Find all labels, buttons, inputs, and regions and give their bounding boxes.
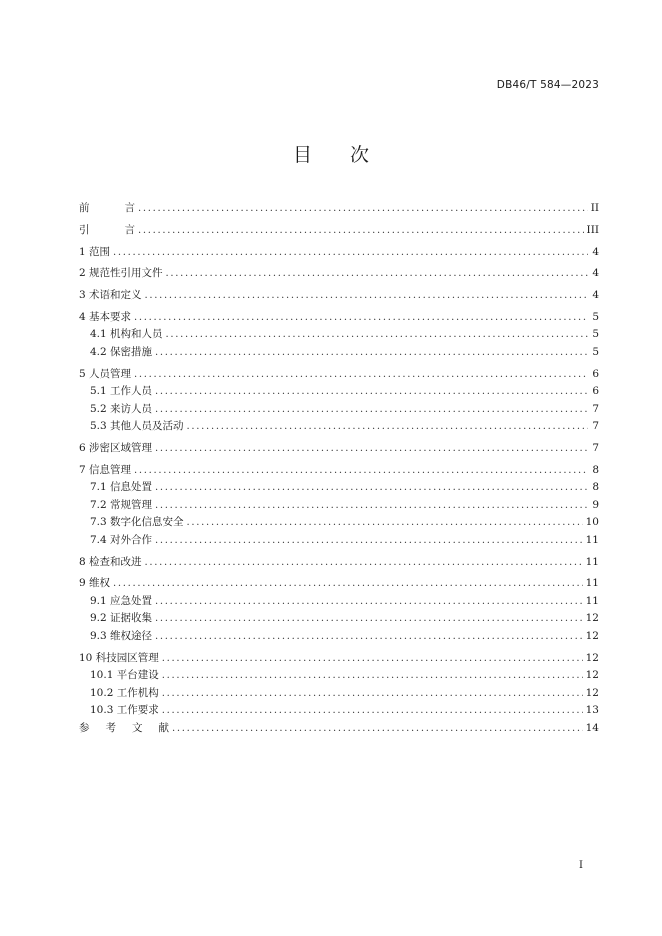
title-char-1: 目 — [292, 144, 312, 166]
toc-page: 12 — [585, 669, 599, 682]
toc-leader-dots — [166, 268, 588, 279]
toc-label: 10.3 工作要求 — [90, 704, 159, 717]
toc-subentry[interactable] — [79, 610, 599, 628]
toc-label: 7.3 数字化信息安全 — [90, 516, 184, 529]
toc-page: 11 — [585, 555, 599, 568]
toc-page: 11 — [585, 577, 599, 590]
toc-label: 2 规范性引用文件 — [79, 267, 163, 280]
toc-leader-dots — [155, 613, 583, 624]
toc-subentry[interactable] — [79, 326, 599, 344]
toc-label: 5.3 其他人员及活动 — [90, 420, 184, 433]
toc-leader-dots — [187, 517, 583, 528]
toc-label: 5.1 工作人员 — [90, 385, 153, 398]
toc-leader-dots — [155, 535, 583, 546]
toc-leader-dots — [155, 404, 588, 415]
toc-page: 8 — [592, 463, 599, 476]
toc-subentry[interactable] — [79, 479, 599, 497]
toc-label: 10 科技园区管理 — [79, 651, 159, 664]
toc-label-char: 文 — [132, 721, 143, 734]
toc-page: 5 — [592, 345, 599, 358]
toc-leader-dots — [138, 225, 584, 236]
toc-label: 7.1 信息处置 — [90, 481, 153, 494]
toc-subentry[interactable] — [79, 497, 599, 515]
toc-subentry[interactable] — [79, 344, 599, 362]
toc-leader-dots — [145, 290, 588, 301]
toc-page: 11 — [585, 594, 599, 607]
toc-leader-dots — [162, 705, 583, 716]
toc-entry[interactable] — [79, 287, 599, 305]
toc-label: 8 检查和改进 — [79, 555, 142, 568]
toc-page: III — [586, 223, 599, 236]
toc-leader-dots — [145, 557, 583, 568]
toc-page: 6 — [592, 385, 599, 398]
toc-page: II — [590, 202, 599, 214]
toc-page: 12 — [585, 686, 599, 699]
toc-label: 5 人员管理 — [79, 367, 132, 380]
toc-leader-dots — [134, 369, 588, 380]
toc-entry[interactable] — [79, 265, 599, 283]
toc-entry-foreword[interactable] — [79, 200, 599, 218]
toc-label — [79, 200, 135, 215]
toc-label: 10.1 平台建设 — [90, 669, 159, 682]
toc-page: 12 — [585, 612, 599, 625]
toc-label: 7.2 常规管理 — [90, 498, 153, 511]
toc-label — [79, 720, 169, 735]
document-code: DB46/T 584—2023 — [496, 79, 599, 91]
toc-entry[interactable] — [79, 462, 599, 480]
toc-entry-bibliography[interactable] — [79, 720, 599, 738]
toc-page: 10 — [585, 516, 599, 529]
toc-entry[interactable] — [79, 244, 599, 262]
toc-entry[interactable] — [79, 440, 599, 458]
toc-leader-dots — [155, 347, 588, 358]
toc-label-char: 考 — [105, 721, 116, 734]
toc-label: 4.1 机构和人员 — [90, 328, 163, 341]
toc-entry-introduction[interactable] — [79, 222, 599, 240]
toc-label: 4 基本要求 — [79, 310, 132, 323]
toc-page: 12 — [585, 629, 599, 642]
toc-label-char: 引 — [79, 223, 90, 236]
toc-label-char: 言 — [124, 202, 135, 214]
toc-entry[interactable] — [79, 366, 599, 384]
toc-label: 9.3 维权途径 — [90, 629, 153, 642]
toc-leader-dots — [134, 312, 588, 323]
toc-page: 14 — [585, 721, 599, 734]
toc-label-char: 言 — [124, 223, 135, 236]
toc-label: 9 维权 — [79, 577, 111, 590]
toc-entry[interactable] — [79, 575, 599, 593]
toc-leader-dots — [162, 670, 583, 681]
toc-label: 9.2 证据收集 — [90, 612, 153, 625]
toc-leader-dots — [155, 631, 583, 642]
toc-subentry[interactable] — [79, 383, 599, 401]
toc-leader-dots — [138, 203, 588, 214]
toc-leader-dots — [172, 723, 583, 734]
toc-page: 5 — [592, 310, 599, 323]
toc-entry[interactable] — [79, 554, 599, 572]
toc-page: 8 — [592, 481, 599, 494]
toc-subentry[interactable] — [79, 532, 599, 550]
title-char-2: 次 — [350, 144, 370, 166]
toc-label: 7.4 对外合作 — [90, 533, 153, 546]
toc-subentry[interactable] — [79, 401, 599, 419]
toc-entry[interactable] — [79, 309, 599, 327]
toc-label: 1 范围 — [79, 245, 111, 258]
toc-label-char: 参 — [79, 721, 90, 734]
toc-page: 6 — [592, 367, 599, 380]
toc-leader-dots — [113, 247, 588, 258]
toc-page: 5 — [592, 328, 599, 341]
toc-label-char: 献 — [158, 721, 169, 734]
toc-page: 4 — [592, 267, 599, 280]
toc-subentry[interactable] — [79, 628, 599, 646]
toc-subentry[interactable] — [79, 593, 599, 611]
toc-label-char: 前 — [79, 202, 90, 214]
toc-leader-dots — [155, 596, 583, 607]
toc-page: 11 — [585, 533, 599, 546]
toc-leader-dots — [155, 386, 588, 397]
toc-page: 7 — [592, 442, 599, 455]
toc-subentry[interactable] — [79, 667, 599, 685]
toc-subentry[interactable] — [79, 514, 599, 532]
toc-label: 4.2 保密措施 — [90, 345, 153, 358]
toc-leader-dots — [155, 500, 588, 511]
toc-page: 4 — [592, 289, 599, 302]
toc-leader-dots — [155, 482, 588, 493]
toc-subentry[interactable] — [79, 702, 599, 720]
toc-page: 13 — [585, 704, 599, 717]
toc-page: 9 — [592, 498, 599, 511]
toc-page: 4 — [592, 245, 599, 258]
toc-leader-dots — [187, 421, 588, 432]
toc-label: 10.2 工作机构 — [90, 686, 159, 699]
toc-leader-dots — [155, 443, 588, 454]
toc-page: 12 — [585, 651, 599, 664]
toc-label: 5.2 来访人员 — [90, 402, 153, 415]
page-title — [0, 140, 662, 167]
toc-leader-dots — [162, 688, 583, 699]
toc-subentry[interactable] — [79, 685, 599, 703]
toc-label: 3 术语和定义 — [79, 289, 142, 302]
toc-page: 7 — [592, 420, 599, 433]
toc-page: 7 — [592, 402, 599, 415]
toc-entry[interactable] — [79, 650, 599, 668]
toc-label: 6 涉密区域管理 — [79, 442, 153, 455]
page-number: I — [579, 860, 583, 871]
toc-label: 9.1 应急处置 — [90, 594, 153, 607]
toc-leader-dots — [162, 653, 583, 664]
toc-leader-dots — [166, 329, 588, 340]
toc-label — [79, 222, 135, 237]
table-of-contents — [79, 200, 599, 737]
toc-leader-dots — [113, 578, 583, 589]
toc-label: 7 信息管理 — [79, 463, 132, 476]
toc-leader-dots — [134, 465, 588, 476]
toc-subentry[interactable] — [79, 418, 599, 436]
